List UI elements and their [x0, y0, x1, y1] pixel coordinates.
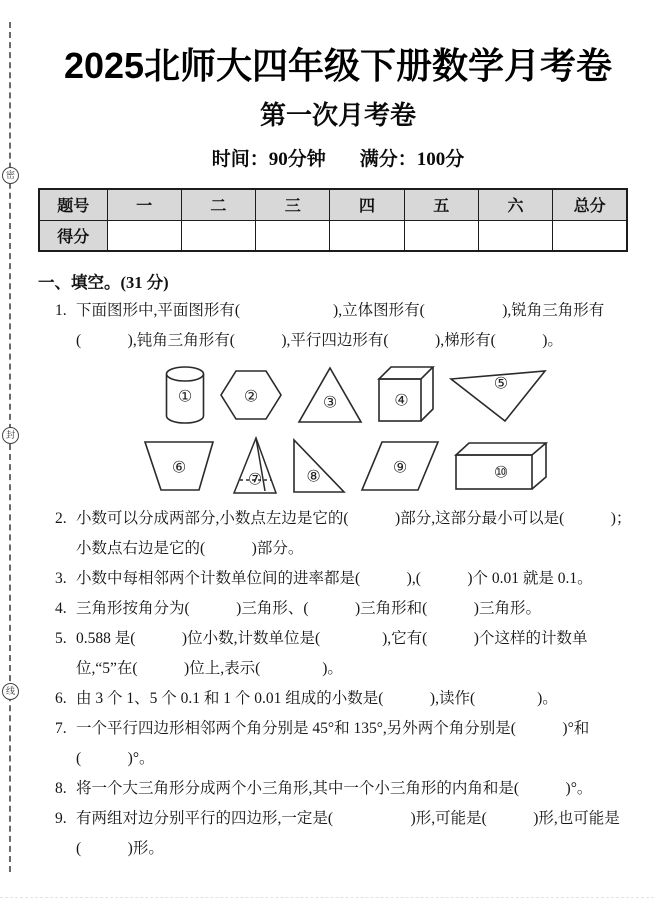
- seal-marker-2: [2, 427, 19, 444]
- seal-marker-3: [2, 683, 19, 700]
- question-6-line-1: [55, 684, 638, 714]
- question-9-line-1: [55, 804, 638, 834]
- question-6: [55, 684, 638, 714]
- seal-marker-1: [2, 167, 19, 184]
- obtuse-triangle-shape: [449, 367, 547, 423]
- question-4: [55, 594, 638, 624]
- question-3: [55, 564, 638, 594]
- score-table-col-6: 六: [478, 189, 552, 220]
- score-table-col-2: 二: [181, 189, 255, 220]
- question-5: [55, 624, 638, 684]
- question-text: ( )形。: [76, 840, 164, 857]
- shapes-row-1: [165, 364, 638, 426]
- shape-label-9: ⑨: [392, 457, 408, 477]
- question-text: 小数可以分成两部分,小数点左边是它的( )部分,这部分最小可以是( )；: [76, 510, 632, 527]
- question-text: 小数中每相邻两个计数单位间的进率都是( ),( )个 0.01 就是 0.1。: [76, 570, 593, 587]
- shape-label-4: ④: [394, 390, 409, 410]
- hexagon-shape: [219, 369, 283, 421]
- question-number: 7.: [55, 720, 67, 737]
- acute-triangle-shape: [297, 366, 363, 424]
- shape-label-10: ⑩: [493, 462, 509, 482]
- trapezoid-shape: [140, 440, 218, 492]
- question-text: 0.588 是( )位小数,计数单位是( ),它有( )个这样的计数单: [76, 630, 588, 647]
- question-text: 下面图形中,平面图形有( ),立体图形有( ),锐角三角形有: [76, 302, 605, 319]
- score-cell: [256, 220, 330, 251]
- full-score-label: 满分：100分: [359, 149, 465, 170]
- seal-char: 密: [5, 170, 15, 180]
- question-text: ( ),钝角三角形有( ),平行四边形有( ),梯形有( )。: [76, 332, 563, 349]
- question-8-line-1: [55, 774, 638, 804]
- score-row-label: 得分: [39, 220, 107, 251]
- question-number: 8.: [55, 780, 67, 797]
- question-number: 4.: [55, 600, 67, 617]
- score-table: [38, 188, 628, 252]
- pyramid-shape: [232, 436, 278, 496]
- score-cell: [553, 220, 627, 251]
- question-9: [55, 804, 638, 864]
- score-cell: [181, 220, 255, 251]
- question-number: 1.: [55, 302, 67, 319]
- question-1-line-2: [55, 326, 638, 356]
- shape-label-7: ⑦: [247, 469, 263, 489]
- question-text: 有两组对边分别平行的四边形,一定是( )形,可能是( )形,也可能是: [76, 810, 620, 827]
- question-7: [55, 714, 638, 774]
- cube-shape: [377, 365, 435, 425]
- score-cell: [330, 220, 404, 251]
- shapes-row-2: [140, 436, 638, 496]
- shape-label-3: ③: [322, 392, 338, 412]
- cuboid-shape: [454, 439, 548, 493]
- question-text: 将一个大三角形分成两个小三角形,其中一个小三角形的内角和是( )°。: [76, 780, 593, 797]
- score-table-corner: 题号: [39, 189, 107, 220]
- seal-char: 封: [5, 430, 15, 440]
- shape-label-5: ⑤: [493, 373, 509, 393]
- shape-label-8: ⑧: [306, 466, 321, 486]
- seal-char: 线: [5, 686, 15, 696]
- question-1-line-1: [55, 296, 638, 326]
- shape-label-6: ⑥: [171, 457, 187, 477]
- question-text: 三角形按角分为( )三角形、( )三角形和( )三角形。: [76, 600, 541, 617]
- question-text: 一个平行四边形相邻两个角分别是 45°和 135°,另外两个角分别是( )°和: [76, 720, 590, 737]
- parallelogram-shape: [360, 440, 440, 492]
- question-8: [55, 774, 638, 804]
- question-number: 6.: [55, 690, 67, 707]
- time-limit-label: 时间：90分钟: [211, 149, 326, 170]
- question-4-line-1: [55, 594, 638, 624]
- score-cell: [478, 220, 552, 251]
- question-number: 3.: [55, 570, 67, 587]
- cylinder-shape: [165, 365, 205, 425]
- question-text: 位,“5”在( )位上,表示( )。: [76, 660, 343, 677]
- question-number: 5.: [55, 630, 67, 647]
- shape-label-2: ②: [243, 386, 259, 406]
- score-table-col-3: 三: [256, 189, 330, 220]
- score-table-col-1: 一: [107, 189, 181, 220]
- score-table-col-4: 四: [330, 189, 404, 220]
- right-triangle-shape: [292, 438, 346, 494]
- score-table-header-row: [39, 189, 627, 220]
- question-2-line-1: [55, 504, 638, 534]
- question-9-line-2: [55, 834, 638, 864]
- score-table-col-5: 五: [404, 189, 478, 220]
- paper-content: [38, 0, 638, 864]
- question-number: 2.: [55, 510, 67, 527]
- question-text: 由 3 个 1、5 个 0.1 和 1 个 0.01 组成的小数是( ),读作( )。: [76, 690, 558, 707]
- question-text: 小数点右边是它的( )部分。: [76, 540, 304, 557]
- question-3-line-1: [55, 564, 638, 594]
- question-2: [55, 504, 638, 564]
- question-number: 9.: [55, 810, 67, 827]
- binding-dotted-line: [9, 22, 11, 872]
- question-5-line-2: [55, 654, 638, 684]
- question-7-line-2: [55, 744, 638, 774]
- score-cell: [404, 220, 478, 251]
- score-table-score-row: [39, 220, 627, 251]
- question-7-line-1: [55, 714, 638, 744]
- shape-label-1: ①: [177, 386, 193, 406]
- score-table-col-total: 总分: [553, 189, 627, 220]
- paper-meta: [38, 148, 638, 172]
- paper-subtitle: 第一次月考卷: [259, 101, 416, 130]
- question-text: ( )°。: [76, 750, 155, 767]
- paper-title: 2025北师大四年级下册数学月考卷: [63, 45, 613, 86]
- question-2-line-2: [55, 534, 638, 564]
- section-one-title: 一、填空。(31 分): [38, 273, 169, 292]
- bottom-cut-line: [0, 897, 654, 898]
- question-1: [55, 296, 638, 356]
- question-5-line-1: [55, 624, 638, 654]
- score-cell: [107, 220, 181, 251]
